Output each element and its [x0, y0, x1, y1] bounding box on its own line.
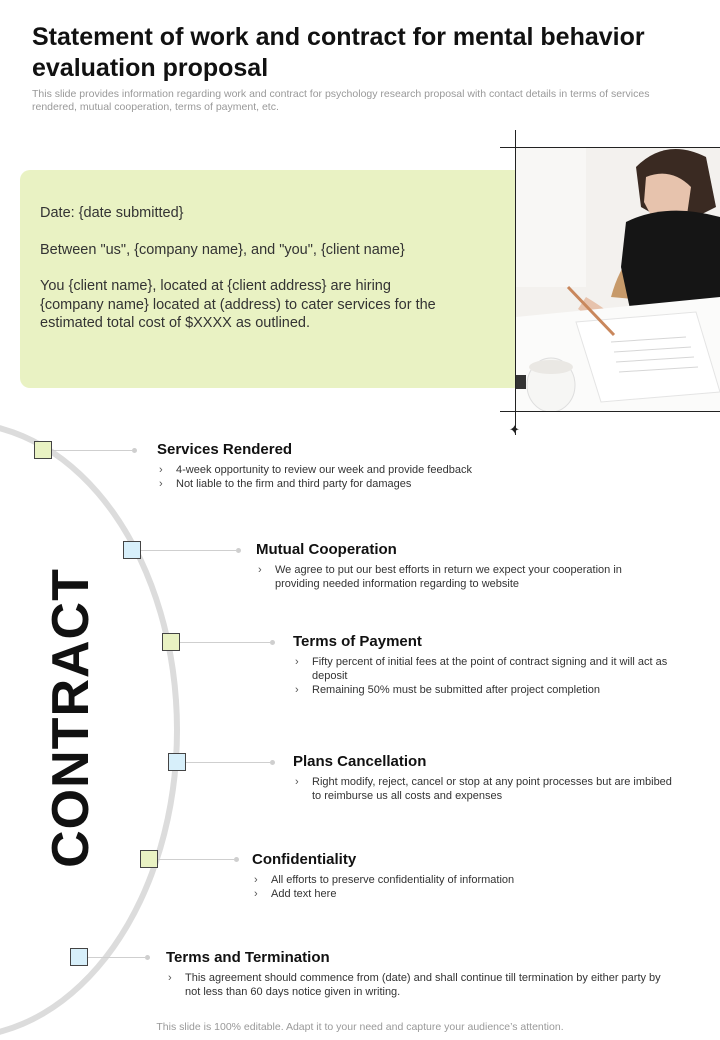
sparkle-icon: ✦: [509, 422, 520, 437]
page-title: Statement of work and contract for mental behavior evaluation proposal: [32, 23, 645, 82]
section-bullet: › Right modify, reject, cancel or stop at any point processes but are imbibed to reimburse us all costs and expenses: [293, 775, 678, 803]
writing-woman-photo: [516, 147, 720, 412]
section-bullet: › Not liable to the firm and third party for damages: [157, 477, 677, 491]
section-title: Terms and Termination: [166, 949, 330, 966]
section-bullet: › All efforts to preserve confidentiality of information: [252, 873, 672, 887]
section-title: Plans Cancellation: [293, 753, 427, 770]
connector-dot: [236, 548, 241, 553]
contract-label-text: CONTRACT: [42, 567, 100, 868]
page-subtitle: This slide provides information regarding work and contract for psychology research proposal with contact details in terms of services rendered, mutual cooperation, terms of payment, etc.: [32, 88, 650, 113]
section-services-rendered: [157, 441, 677, 491]
section-title: Mutual Cooperation: [256, 541, 397, 558]
intro-body: You {client name}, located at {client address} are hiring {company name} located at (address) to cater services for the estimated total cost of $XXXX as outlined.: [40, 278, 436, 331]
section-marker: [168, 753, 186, 771]
section-bullet: › Remaining 50% must be submitted after project completion: [293, 683, 678, 697]
crop-line-vertical: [515, 130, 516, 435]
section-bullet: › Fifty percent of initial fees at the point of contract signing and it will act as deposit: [293, 655, 678, 683]
connector-line: [52, 450, 132, 451]
section-bullet: › This agreement should commence from (date) and shall continue till termination by either party by not less than 60 days notice given in writing.: [166, 971, 671, 999]
section-marker: [162, 633, 180, 651]
section-title: Confidentiality: [252, 851, 357, 868]
section-marker: [70, 948, 88, 966]
section-title: Services Rendered: [157, 441, 293, 458]
section-marker: [123, 541, 141, 559]
connector-line: [141, 550, 236, 551]
crop-line-top: [500, 147, 720, 148]
section-marker: [34, 441, 52, 459]
connector-line: [180, 642, 270, 643]
connector-line: [158, 859, 234, 860]
footer-note: This slide is 100% editable. Adapt it to your need and capture your audience’s attention.: [156, 1021, 564, 1033]
section-confidentiality: [252, 851, 672, 901]
section-bullet: › We agree to put our best efforts in return we expect your cooperation in providing needed information regarding to website: [256, 563, 666, 591]
section-terms-of-payment: [293, 633, 678, 697]
photo-illustration: [516, 147, 720, 412]
intro-date: Date: {date submitted}: [40, 205, 184, 221]
connector-line: [88, 957, 145, 958]
section-plans-cancellation: [293, 753, 678, 803]
connector-dot: [270, 760, 275, 765]
connector-line: [186, 762, 270, 763]
connector-dot: [132, 448, 137, 453]
intro-between: Between "us", {company name}, and "you", {client name}: [40, 241, 405, 258]
crop-line-bottom: [500, 411, 720, 412]
section-bullet: › Add text here: [252, 887, 672, 901]
connector-dot: [145, 955, 150, 960]
section-bullet: › 4-week opportunity to review our week and provide feedback: [157, 463, 677, 477]
section-terms-and-termination: [166, 949, 671, 999]
contract-side-label: [42, 567, 100, 868]
section-title: Terms of Payment: [293, 633, 422, 650]
section-mutual-cooperation: [256, 541, 666, 591]
section-marker: [140, 850, 158, 868]
intro-text: [40, 204, 450, 351]
connector-dot: [270, 640, 275, 645]
connector-dot: [234, 857, 239, 862]
